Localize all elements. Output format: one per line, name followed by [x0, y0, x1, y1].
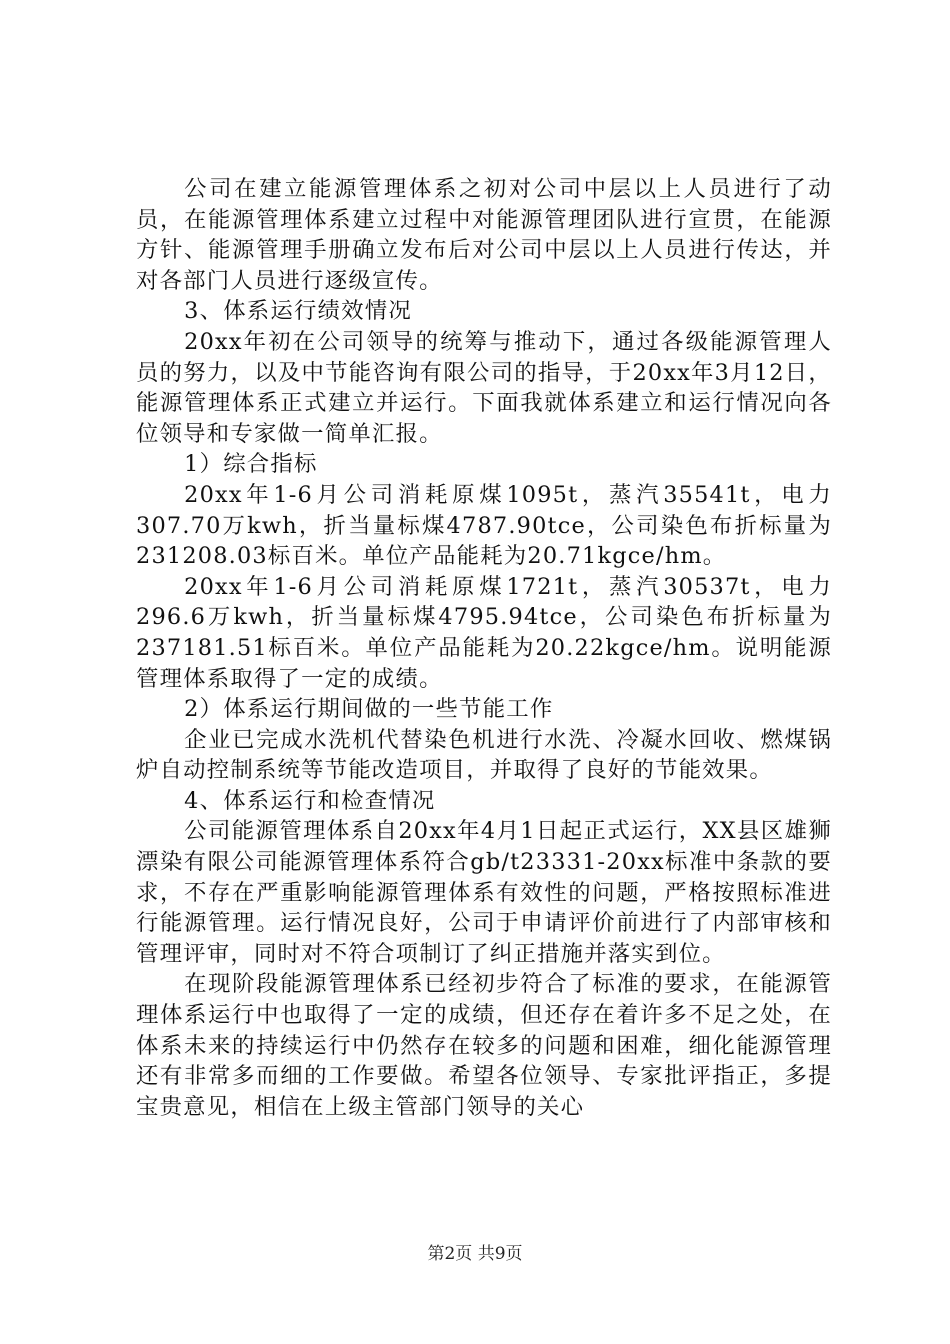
paragraph-indicators-period-2: 20xx年1-6月公司消耗原煤1721t，蒸汽30537t，电力296.6万kwh，折当量标煤4795.94tce，公司染色布折标量为237181.51标百米。单位产品能耗为20.22kgce/hm。说明能源管理体系取得了一定的成绩。: [136, 573, 832, 692]
paragraph-operation-inspection: 公司能源管理体系自20xx年4月1日起正式运行，XX县区雄狮漂染有限公司能源管理体系符合gb/t23331-20xx标准中条款的要求，不存在严重影响能源管理体系有效性的问题，严格按照标准进行能源管理。运行情况良好，公司于申请评价前进行了内部审核和管理评审，同时对不符合项制订了纠正措施并落实到位。: [136, 818, 832, 967]
paragraph-mobilization: 公司在建立能源管理体系之初对公司中层以上人员进行了动员，在能源管理体系建立过程中对能源管理团队进行宣贯，在能源方针、能源管理手册确立发布后对公司中层以上人员进行传达，并对各部门人员进行逐级宣传。: [136, 176, 832, 294]
heading-operation-inspection: 4、体系运行和检查情况: [184, 787, 436, 814]
paragraph-energy-saving-work: 企业已完成水洗机代替染色机进行水洗、冷凝水回收、燃煤锅炉自动控制系统等节能改造项目，并取得了良好的节能效果。: [136, 726, 832, 784]
paragraph-indicators-period-1: 20xx年1-6月公司消耗原煤1095t，蒸汽35541t，电力307.70万kwh，折当量标煤4787.90tce，公司染色布折标量为231208.03标百米。单位产品能耗为20.71kgce/hm。: [136, 481, 832, 570]
heading-performance: 3、体系运行绩效情况: [184, 298, 412, 325]
heading-overall-indicators: 1）综合指标: [184, 451, 318, 478]
document-body: [136, 174, 832, 1122]
heading-energy-saving-work: 2）体系运行期间做的一些节能工作: [184, 696, 554, 723]
page-number-footer: 第2页 共9页: [427, 1244, 523, 1264]
paragraph-performance-intro: 20xx年初在公司领导的统筹与推动下，通过各级能源管理人员的努力，以及中节能咨询有限公司的指导，于20xx年3月12日，能源管理体系正式建立并运行。下面我就体系建立和运行情况向各位领导和专家做一简单汇报。: [136, 328, 832, 447]
paragraph-conclusion: 在现阶段能源管理体系已经初步符合了标准的要求，在能源管理体系运行中也取得了一定的成绩，但还存在着许多不足之处，在体系未来的持续运行中仍然存在较多的问题和困难，细化能源管理还有非常多而细的工作要做。希望各位领导、专家批评指正，多提宝贵意见，相信在上级主管部门领导的关心: [136, 971, 832, 1120]
